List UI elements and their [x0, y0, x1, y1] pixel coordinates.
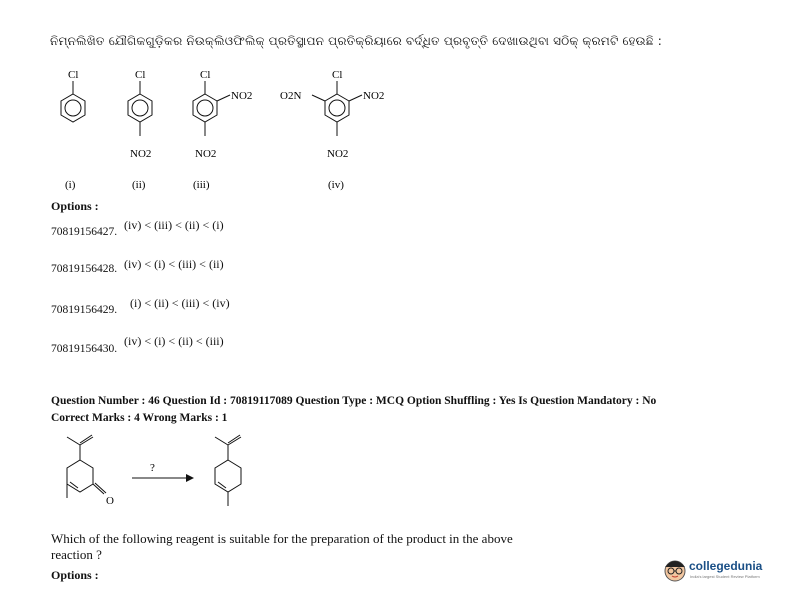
option-id: 70819156428.	[51, 263, 118, 275]
option-row[interactable]	[51, 296, 351, 320]
option-row[interactable]	[51, 334, 351, 358]
structure-label-i: (i)	[65, 179, 76, 191]
structure-i	[61, 81, 85, 122]
structure-iv	[312, 81, 362, 136]
structure-iii-cl: Cl	[200, 69, 211, 81]
reaction-reagent: ?	[150, 462, 155, 474]
options-heading: Options :	[51, 199, 99, 213]
option-row[interactable]	[51, 257, 351, 281]
question2-text-line1: Which of the following reagent is suitable for the preparation of the product in the above	[51, 531, 513, 546]
product-structure	[215, 435, 241, 506]
logo-mascot-icon	[662, 555, 688, 583]
reaction-scheme	[50, 428, 310, 522]
structure-label-iii: (iii)	[193, 179, 210, 191]
option-text: (iv) < (iii) < (ii) < (i)	[124, 218, 224, 232]
collegedunia-logo	[662, 555, 772, 583]
structure-iii	[193, 81, 230, 136]
structure-label-ii: (ii)	[132, 179, 146, 191]
option-id: 70819156429.	[51, 304, 118, 316]
structure-i-cl: Cl	[68, 69, 79, 81]
structure-iii-no2-para: NO2	[195, 148, 217, 160]
option-text: (iv) < (i) < (iii) < (ii)	[124, 257, 224, 271]
structures-figure	[40, 62, 440, 197]
logo-name: collegedunia	[689, 559, 763, 573]
option-id: 70819156430.	[51, 343, 118, 355]
option-text: (i) < (ii) < (iii) < (iv)	[130, 296, 230, 310]
structure-iv-o2n-left: O2N	[280, 90, 302, 102]
structure-iv-no2-para: NO2	[327, 148, 349, 160]
option-id: 70819156427.	[51, 226, 118, 238]
option-text: (iv) < (i) < (ii) < (iii)	[124, 334, 224, 348]
options-heading-2: Options :	[51, 568, 99, 582]
reactant-structure	[67, 435, 106, 498]
question-meta-line1: Question Number : 46 Question Id : 70819117089 Question Type : MCQ Option Shuffling : Yes Is Question Mandatory : No	[51, 395, 657, 407]
structure-iii-no2-ortho: NO2	[231, 90, 253, 102]
question-meta-line2: Correct Marks : 4 Wrong Marks : 1	[51, 412, 228, 424]
logo-tagline: India's largest Student Review Platform	[690, 574, 760, 579]
structure-label-iv: (iv)	[328, 179, 344, 191]
option-row[interactable]	[51, 218, 351, 242]
question2-text	[51, 531, 513, 563]
question2-text-line2: reaction ?	[51, 547, 102, 562]
structure-iv-cl: Cl	[332, 69, 343, 81]
svg-text:O: O	[106, 495, 114, 507]
question-text: ନିମ୍ନଲିଖିତ ଯୌଗିକଗୁଡ଼ିକର ନିଉକ୍ଲିଓଫିଲିକ୍ ପ୍ରତିସ୍ଥାପନ ପ୍ରତିକ୍ରିୟାରେ ବର୍ଦ୍ଧିତ ପ୍ରବୃତ୍ତି ଦେଖାଉଥିବା ସଠିକ୍ କ୍ରମଟି ହେଉଛି :	[50, 34, 662, 48]
structure-ii-no2: NO2	[130, 148, 152, 160]
structure-ii-cl: Cl	[135, 69, 146, 81]
structure-iv-no2-right: NO2	[363, 90, 385, 102]
structure-ii	[128, 81, 152, 136]
